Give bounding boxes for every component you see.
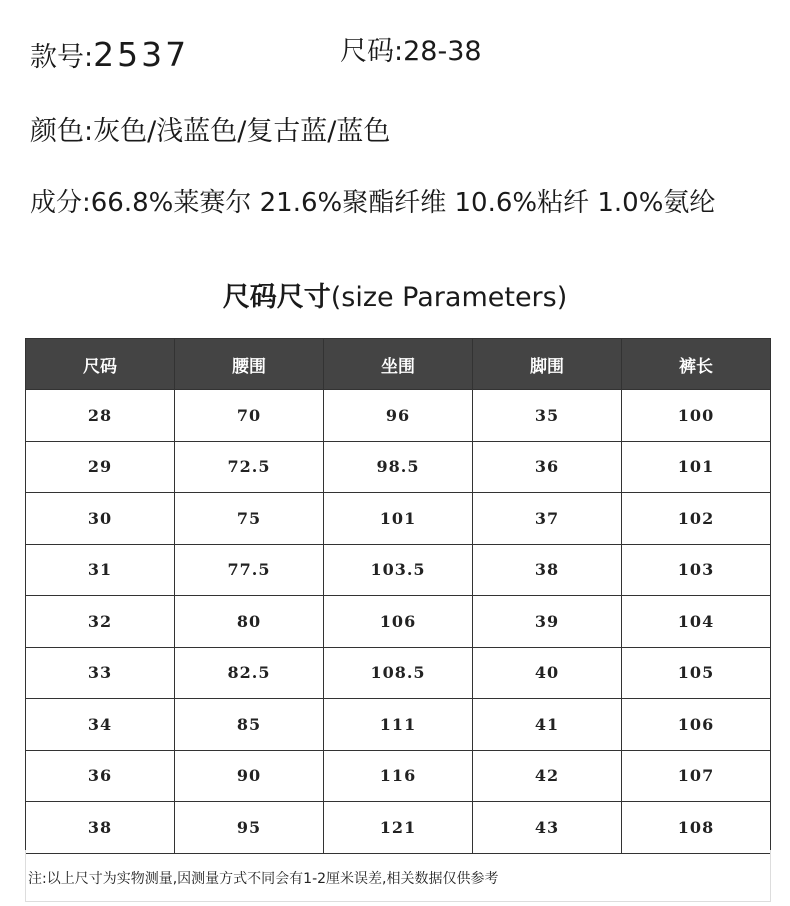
table-cell: 105 <box>622 647 771 699</box>
table-cell: 90 <box>175 750 324 802</box>
table-row <box>26 699 771 751</box>
colors-line <box>30 118 390 145</box>
table-cell: 40 <box>473 647 622 699</box>
table-cell: 70 <box>175 390 324 442</box>
table-cell: 28 <box>26 390 175 442</box>
table-cell: 38 <box>26 802 175 854</box>
table-cell: 35 <box>473 390 622 442</box>
table-cell: 36 <box>26 750 175 802</box>
table-cell: 111 <box>324 699 473 751</box>
table-cell: 41 <box>473 699 622 751</box>
table-cell: 108.5 <box>324 647 473 699</box>
table-cell: 72.5 <box>175 441 324 493</box>
table-row <box>26 596 771 648</box>
table-row <box>26 493 771 545</box>
style-number-line <box>30 35 190 74</box>
composition-label: 成分: <box>30 188 91 218</box>
style-label: 款号: <box>30 42 94 73</box>
header-hip: 坐围 <box>324 339 473 390</box>
table-title-main: 尺码尺寸 <box>222 282 331 313</box>
table-title-sub: (size Parameters) <box>330 282 568 313</box>
composition-line <box>30 190 715 216</box>
table-title <box>0 284 790 311</box>
table-cell: 96 <box>324 390 473 442</box>
size-label: 尺码: <box>340 36 404 67</box>
table-cell: 102 <box>622 493 771 545</box>
table-cell: 116 <box>324 750 473 802</box>
table-cell: 104 <box>622 596 771 648</box>
size-range-value: 28-38 <box>403 36 482 67</box>
header-hem: 脚围 <box>473 339 622 390</box>
table-cell: 85 <box>175 699 324 751</box>
table-cell: 108 <box>622 802 771 854</box>
table-cell: 34 <box>26 699 175 751</box>
table-cell: 32 <box>26 596 175 648</box>
table-cell: 101 <box>324 493 473 545</box>
table-cell: 31 <box>26 544 175 596</box>
table-cell: 98.5 <box>324 441 473 493</box>
table-cell: 80 <box>175 596 324 648</box>
measurement-note: 注:以上尺寸为实物测量,因测量方式不同会有1-2厘米误差,相关数据仅供参考 <box>28 871 499 887</box>
table-cell: 29 <box>26 441 175 493</box>
table-header-row <box>26 339 771 390</box>
table-cell: 95 <box>175 802 324 854</box>
size-table <box>25 338 771 854</box>
size-range-line <box>340 38 482 65</box>
table-row <box>26 750 771 802</box>
header-waist: 腰围 <box>175 339 324 390</box>
table-cell: 121 <box>324 802 473 854</box>
table-cell: 82.5 <box>175 647 324 699</box>
table-cell: 106 <box>324 596 473 648</box>
table-cell: 101 <box>622 441 771 493</box>
table-row <box>26 544 771 596</box>
table-cell: 37 <box>473 493 622 545</box>
table-cell: 39 <box>473 596 622 648</box>
note-box <box>25 850 771 902</box>
table-cell: 107 <box>622 750 771 802</box>
table-cell: 75 <box>175 493 324 545</box>
table-cell: 30 <box>26 493 175 545</box>
table-cell: 42 <box>473 750 622 802</box>
table-cell: 38 <box>473 544 622 596</box>
table-row <box>26 390 771 442</box>
table-row <box>26 647 771 699</box>
style-number: 2537 <box>93 35 190 74</box>
table-cell: 103 <box>622 544 771 596</box>
color-label: 颜色: <box>30 116 94 147</box>
colors-value: 灰色/浅蓝色/复古蓝/蓝色 <box>93 116 391 147</box>
table-cell: 33 <box>26 647 175 699</box>
table-cell: 106 <box>622 699 771 751</box>
composition-value: 66.8%莱赛尔 21.6%聚酯纤维 10.6%粘纤 1.0%氨纶 <box>90 188 716 218</box>
table-cell: 103.5 <box>324 544 473 596</box>
table-row <box>26 802 771 854</box>
header-size: 尺码 <box>26 339 175 390</box>
table-cell: 100 <box>622 390 771 442</box>
table-row <box>26 441 771 493</box>
header-length: 裤长 <box>622 339 771 390</box>
table-cell: 43 <box>473 802 622 854</box>
table-cell: 36 <box>473 441 622 493</box>
table-cell: 77.5 <box>175 544 324 596</box>
